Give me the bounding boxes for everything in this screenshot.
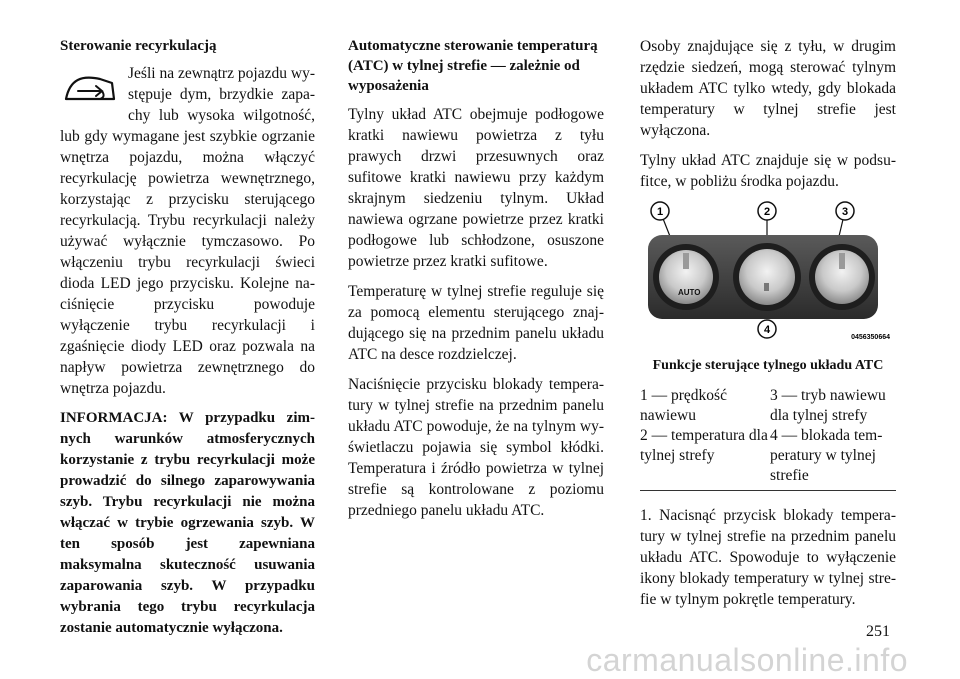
callout-2 [758,202,776,220]
page-number: 251 [866,623,890,640]
figure-legend [640,386,896,491]
recirculation-icon [60,69,120,109]
legend-item-2: 2 — temperatura dla tylnej strefy [640,427,768,464]
column-middle [348,36,604,530]
auto-label: AUTO [678,288,701,297]
blower-knob [653,244,719,310]
figure-caption: Funkcje sterujące tylnego układu ATC [652,358,884,373]
svg-text:3: 3 [841,206,849,218]
column-left [60,36,315,639]
legend-item-3: 3 — tryb nawiewu dla tylnej strefy [770,387,886,424]
column-right [640,36,896,619]
watermark: carmanualsonline.info [586,642,908,678]
svg-text:4: 4 [763,324,771,336]
legend-item-1: 1 — prędkość nawiewu [640,387,727,424]
info-note: INFORMACJA: W przypadku zimnych warunków atmosferycznych korzystanie z trybu recyrkulacji może prowadzić do silnego zaparowywania szyb. Trybu recyrkulacji nie można włączać w trybie ogrzewania szyb. W ten sposób jest zapewniana maksymalna skuteczność usuwania zaparowania szyb. W przypadku wybrania tego trybu recyrkulacja zostanie automatycznie wyłączona. [60,410,315,636]
rear-atc-panel-illustration [640,201,898,351]
rear-atc-paragraph-3: Naciśnięcie przycisku blokady temperatury w tylnej strefie na przednim panelu układu ATC powoduje, że na tylnym wyświetlaczu pojawia się symbol kłódki. Temperatura i źródło powietrza w tylnej strefie są kontrolowane z poziomu przedniego panelu układu ATC. [348,376,604,519]
recirculation-paragraph: Jeśli na zewnątrz pojazdu występuje dym, brzydkie zapachy lub wysoka wilgotność, lub gdy wymagane jest szybkie ogrzanie wnętrza pojazdu, można włączyć recyrkulację powietrza wewnętrznego, korzystając z przycisku sterującego recyrkulacją. Trybu recyrkulacji należy używać wyłącznie tymczasowo. Po włączeniu trybu recyrkulacji świeci dioda LED jego przycisku. Kolejne naciśnięcie przycisku powoduje wyłączenie trybu recyrkulacji i zgaśnięcie diody LED oraz pozwala na napływ powietrza zewnętrznego do wnętrza pojazdu. [60,65,315,397]
callout-1 [651,202,669,220]
section-heading-rear-atc: Automatyczne sterowanie temperaturą (ATC) w tylnej strefie — zależnie od wyposażenia [348,38,598,94]
svg-text:1: 1 [656,206,664,218]
temperature-knob [733,243,801,311]
figure-code: 0456350664 [851,334,890,341]
instruction-step-1: 1. Nacisnąć przycisk blokady temperatury w tylnej strefie na przednim panelu układu ATC. Spowoduje to wyłączenie ikony blokady temperatury w tylnej strefie w tylnym pokrętle temperatury. [640,507,896,608]
callout-3 [836,202,854,220]
callout-4 [758,320,776,338]
rear-control-paragraph-1: Osoby znajdujące się z tyłu, w drugim rzędzie siedzeń, mogą sterować tylnym układem ATC tylko wtedy, gdy blokada temperatury w tylnej strefie jest wyłączona. [640,38,896,139]
mode-knob [809,244,875,310]
rear-atc-figure [640,201,898,351]
rear-atc-paragraph-1: Tylny układ ATC obejmuje podłogowe kratki nawiewu powietrza z tyłu prawych drzwi przesuwnych oraz sufitowe kratki nawiewu przy każdym skrajnym siedzeniu tylnym. Układ nawiewa ogrzane powietrze przez kratki podłogowe lub schłodzone, osuszone powietrze przez kratki sufitowe. [348,106,604,270]
rear-control-paragraph-2: Tylny układ ATC znajduje się w podsufitce, w pobliżu środka pojazdu. [640,152,896,190]
section-heading-recirculation: Sterowanie recyrkulacją [60,38,217,54]
legend-item-4: 4 — blokada temperatury w tylnej strefie [770,427,883,484]
rear-atc-paragraph-2: Temperaturę w tylnej strefie reguluje się za pomocą elementu sterującego znajdującego się na przednim panelu układu ATC na desce rozdzielczej. [348,283,604,363]
svg-text:2: 2 [763,206,771,218]
